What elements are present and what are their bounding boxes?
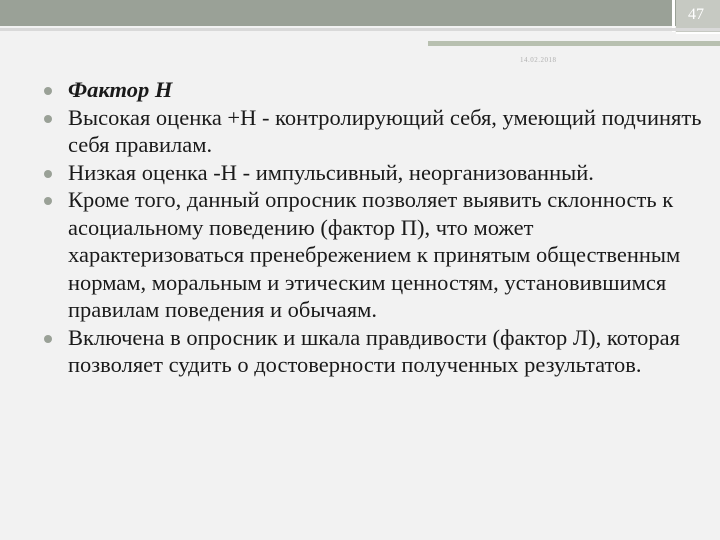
bullet-marker-icon: [44, 197, 52, 205]
bullet-text: Высокая оценка +Н - контролирующий себя, умеющий подчинять себя правилам.: [68, 104, 702, 157]
subheader-accent: [428, 41, 720, 46]
bullet-item-high-score: [0, 104, 710, 159]
slide-date: 14.02.2018: [520, 56, 557, 64]
bullet-marker-icon: [44, 170, 52, 178]
bullet-list: [0, 76, 710, 379]
bullet-marker-icon: [44, 87, 52, 95]
slide-content: [0, 76, 710, 379]
header-bar: [0, 0, 720, 26]
bullet-item-truth-scale: [0, 324, 710, 379]
bullet-marker-icon: [44, 335, 52, 343]
slide-number: 47: [688, 6, 704, 23]
bullet-text: Включена в опросник и шкала правдивости (фактор Л), которая позволяет судить о достоверности полученных результатов.: [68, 324, 680, 377]
bullet-item-asocial-factor: [0, 186, 710, 324]
bullet-item-factor-title: [0, 76, 710, 104]
bullet-marker-icon: [44, 115, 52, 123]
bullet-text: Низкая оценка -Н - импульсивный, неорганизованный.: [68, 159, 594, 185]
bullet-item-low-score: [0, 159, 710, 187]
subheader-line: [0, 28, 720, 31]
bullet-text: Кроме того, данный опросник позволяет выявить склонность к асоциальному поведению (фактор П), что может характеризоваться пренебрежением к принятым общественным нормам, моральным и этическим ценностям, установившимся правилам поведения и обычаям.: [68, 187, 681, 322]
bullet-text: Фактор Н: [68, 77, 173, 102]
